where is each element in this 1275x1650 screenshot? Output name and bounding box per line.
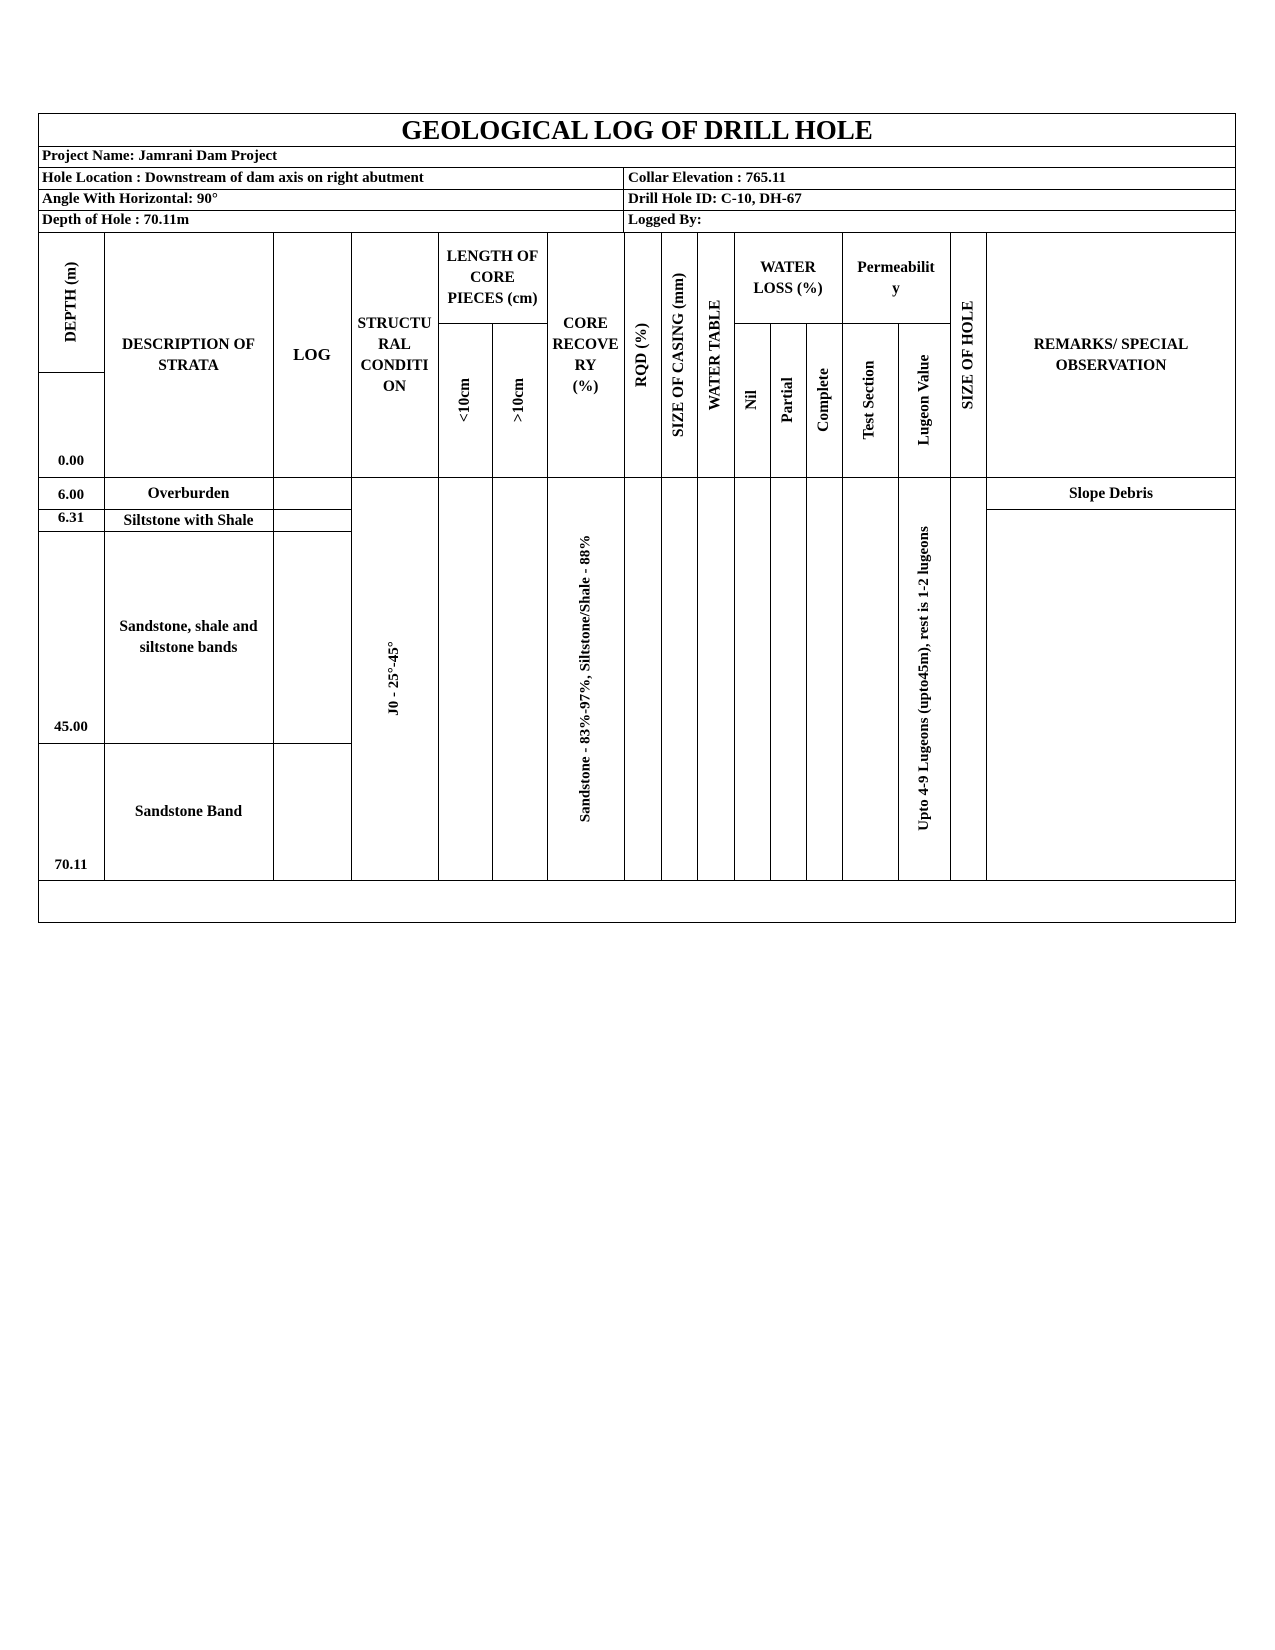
strata-description: Siltstone with Shale: [123, 511, 254, 529]
depth-value: 6.00: [57, 487, 85, 503]
header-rqd: RQD (%): [633, 322, 651, 387]
header-nil: Nil: [743, 390, 760, 410]
header-lugeon-value: Lugeon Value: [915, 354, 933, 446]
header-lt10: <10cm: [456, 377, 473, 423]
strata-description: Sandstone Band: [134, 803, 243, 820]
header-core-recovery: CORE RECOVE RY (%): [552, 314, 619, 395]
subheader-line: [38, 372, 104, 373]
core-recovery-value: Sandstone - 83%-97%, Siltstone/Shale - 88%: [577, 534, 593, 823]
header-structural: STRUCTU RAL CONDITI ON: [357, 314, 432, 395]
angle-horizontal: Angle With Horizontal: 90°: [42, 191, 218, 207]
collar-elevation: Collar Elevation : 765.11: [628, 170, 787, 186]
drill-hole-id: Drill Hole ID: C-10, DH-67: [628, 191, 802, 207]
header-gt10: >10cm: [510, 377, 528, 423]
lugeon-value: Upto 4-9 Lugeons (upto45m), rest is 1-2 lugeons: [915, 526, 932, 831]
drill-log-sheet: [38, 113, 1236, 923]
structural-condition: J0 - 25°-45°: [386, 641, 402, 716]
header-water-loss: WATER LOSS (%): [753, 258, 823, 297]
header-test-section: Test Section: [861, 360, 878, 440]
depth-value: 6.31: [57, 510, 85, 526]
header-log: LOG: [293, 345, 331, 364]
row-line: [986, 509, 1236, 510]
header-permeability: Permeabilit y: [857, 258, 935, 297]
depth-value: 45.00: [54, 719, 88, 735]
header-casing: SIZE OF CASING (mm): [670, 272, 687, 437]
header-water-table: WATER TABLE: [706, 299, 724, 410]
header-partial: Partial: [779, 377, 796, 423]
hole-location: Hole Location : Downstream of dam axis on right abutment: [42, 170, 424, 186]
remarks-value: Slope Debris: [1069, 484, 1153, 502]
strata-description: Overburden: [147, 484, 230, 502]
start-depth: 0.00: [57, 453, 85, 469]
logged-by: Logged By:: [628, 212, 702, 228]
header-depth: DEPTH (m): [62, 261, 80, 343]
depth-of-hole: Depth of Hole : 70.11m: [42, 212, 190, 228]
header-complete: Complete: [815, 368, 833, 432]
header-remarks: REMARKS/ SPECIAL OBSERVATION: [1033, 335, 1189, 374]
project-name: Project Name: Jamrani Dam Project: [42, 148, 278, 164]
header-length-core: LENGTH OF CORE PIECES (cm): [446, 248, 539, 307]
strata-description: Sandstone, shale and siltstone bands: [119, 618, 258, 656]
table-bottom: [38, 880, 1236, 881]
info-divider: [623, 167, 624, 232]
page-title: GEOLOGICAL LOG OF DRILL HOLE: [401, 115, 873, 145]
depth-value: 70.11: [54, 857, 88, 873]
header-description: DESCRIPTION OF STRATA: [121, 335, 256, 374]
header-size-hole: SIZE OF HOLE: [959, 300, 977, 409]
